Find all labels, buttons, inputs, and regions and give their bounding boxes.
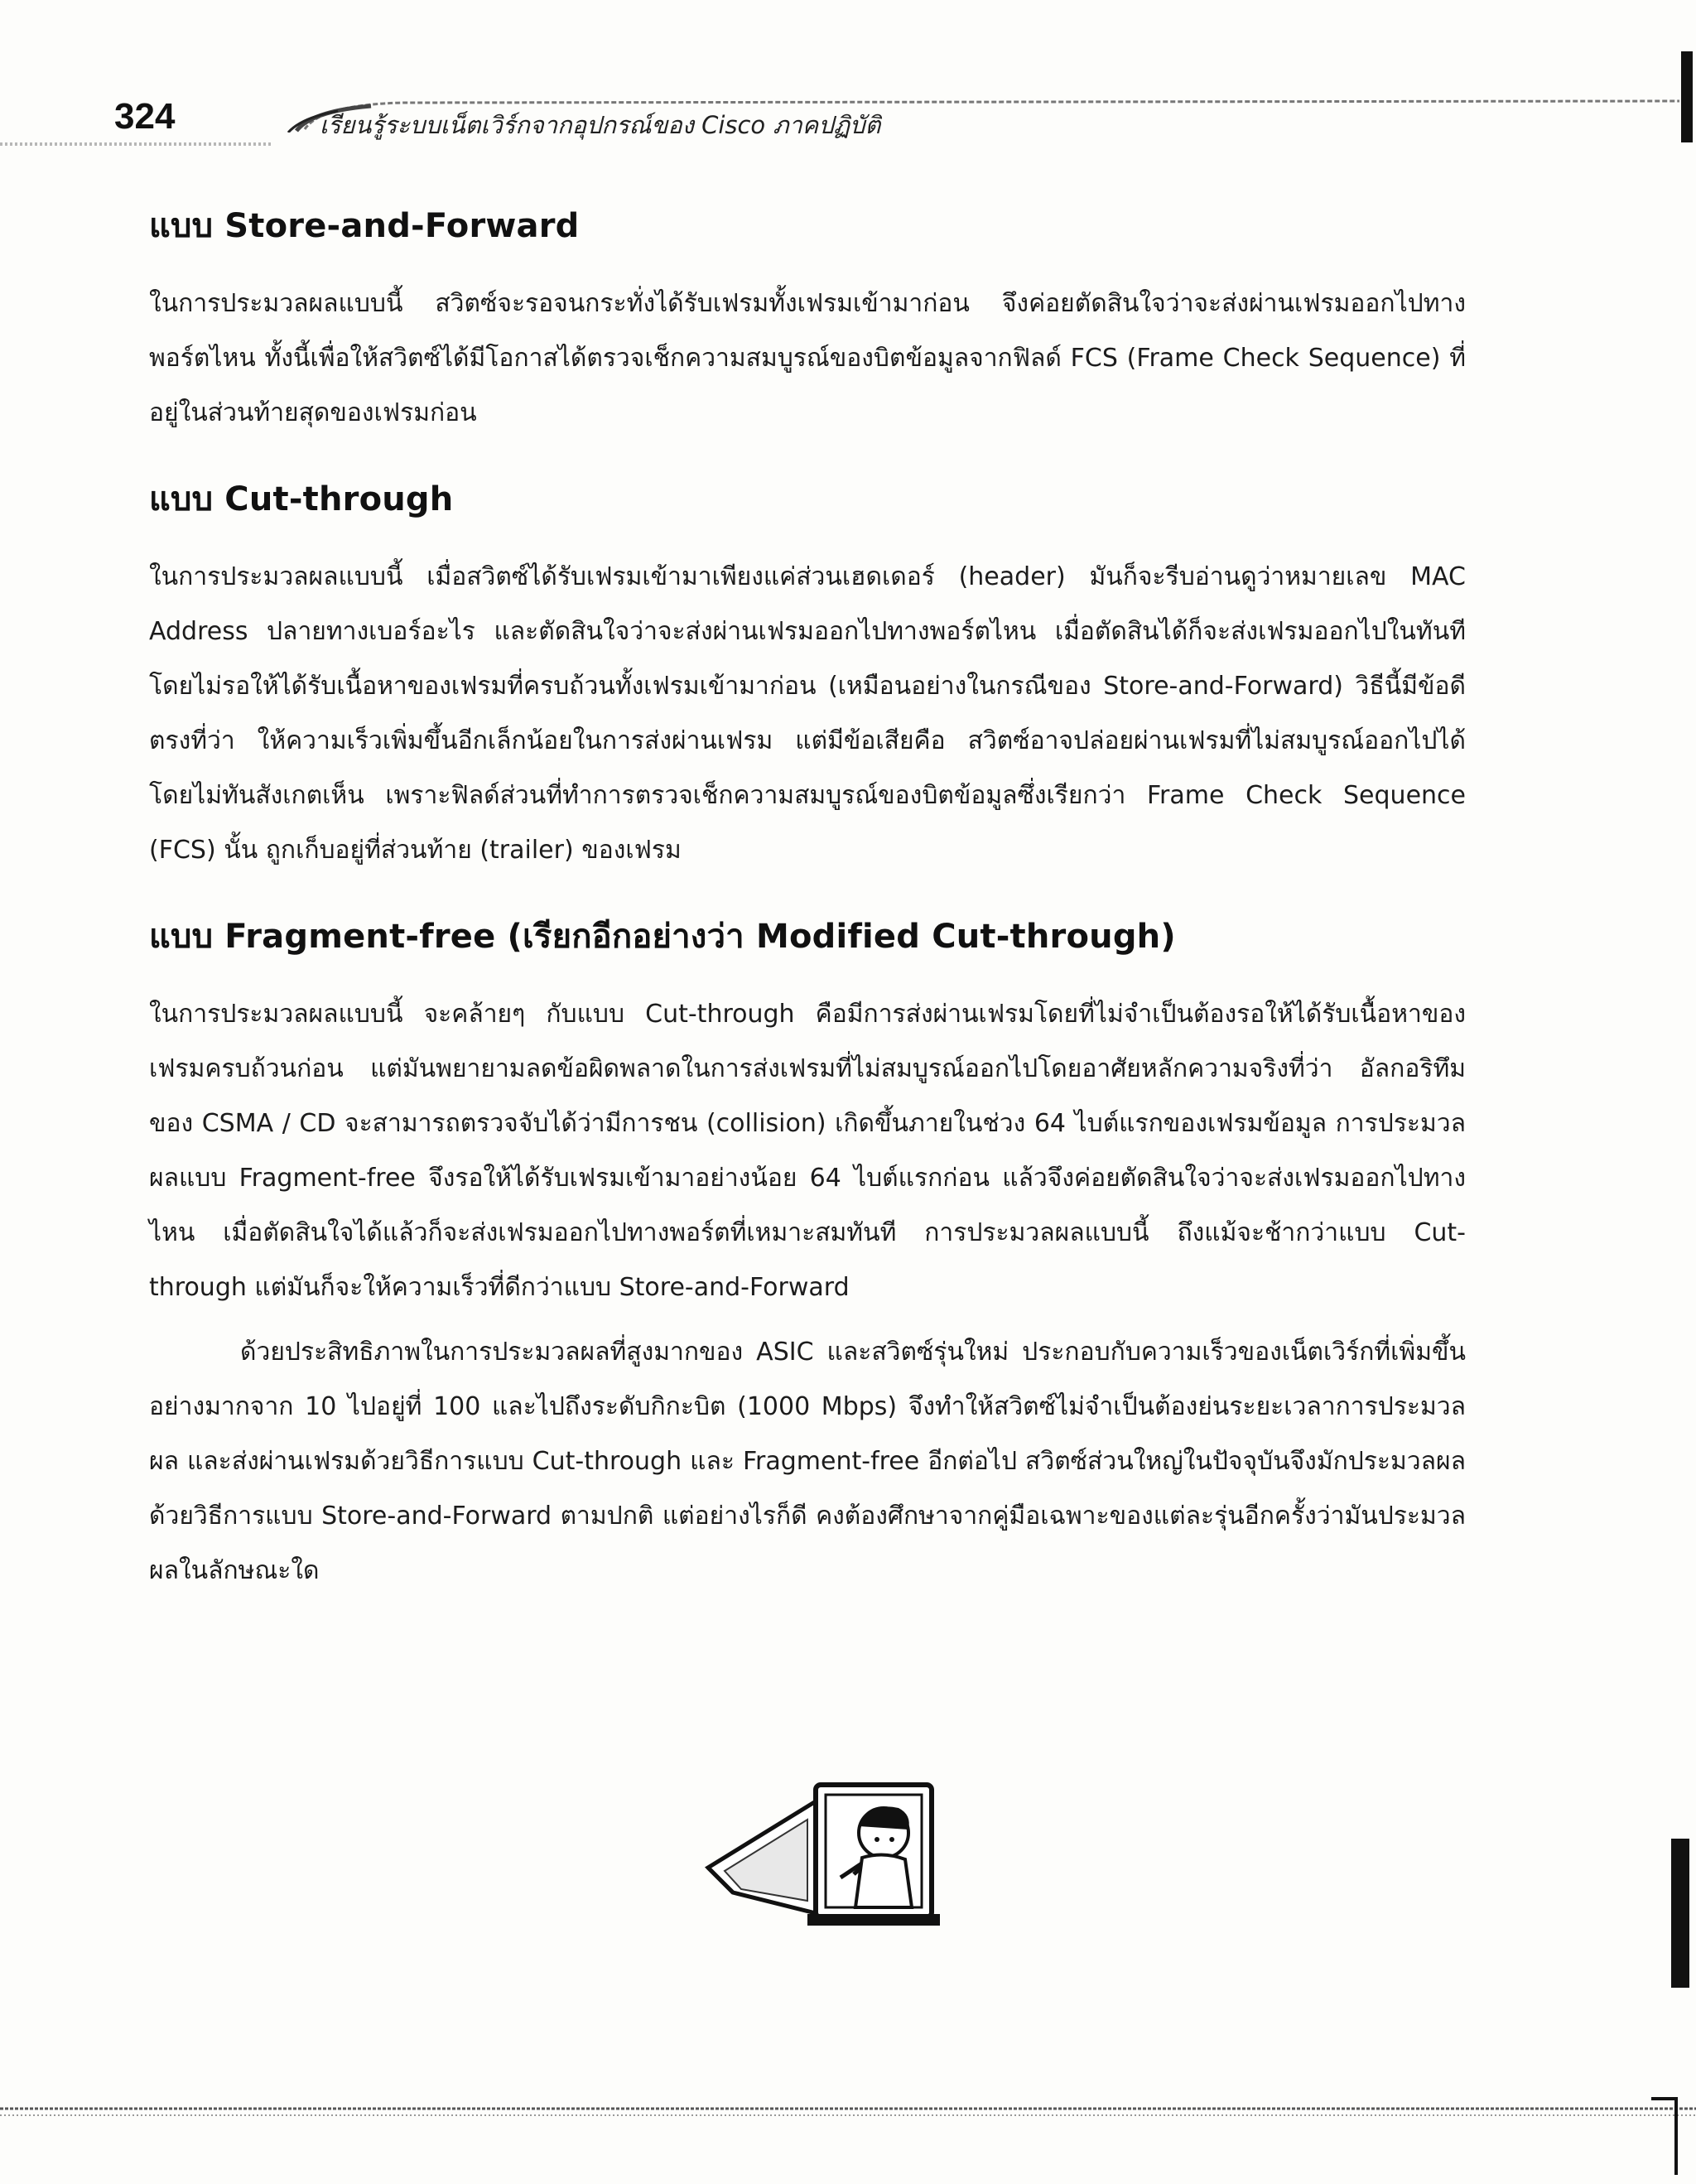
- paragraph: ในการประมวลผลแบบนี้ เมื่อสวิตซ์ได้รับเฟรมเข้ามาเพียงแค่ส่วนเฮดเดอร์ (header) มันก็จะรีบอ่านดูว่าหมายเลข MAC Address ปลายทางเบอร์อะไร และตัดสินใจว่าจะส่งผ่านเฟรมออกไปทางพอร์ตไหน เมื่อตัดสินได้ก็จะส่งเฟรมออกไปในทันที โดยไม่รอให้ได้รับเนื้อหาของเฟรมที่ครบถ้วนทั้งเฟรมเข้ามาก่อน (เหมือนอย่างในกรณีของ Store-and-Forward) วิธีนี้มีข้อดีตรงที่ว่า ให้ความเร็วเพิ่มขึ้นอีกเล็กน้อยในการส่งผ่านเฟรม แต่มีข้อเสียคือ สวิตซ์อาจปล่อยผ่านเฟรมที่ไม่สมบูรณ์ออกไปได้โดยไม่ทันสังเกตเห็น เพราะฟิลด์ส่วนที่ทำการตรวจเช็กความสมบูรณ์ของบิตข้อมูลซึ่งเรียกว่า Frame Check Sequence (FCS) นั้น ถูกเก็บอยู่ที่ส่วนท้าย (trailer) ของเฟรม: [149, 562, 1466, 865]
- running-title: เรียนรู้ระบบเน็ตเวิร์กจากอุปกรณ์ของ Cisco ภาคปฏิบัติ: [320, 111, 881, 139]
- paragraph: ในการประมวลผลแบบนี้ จะคล้ายๆ กับแบบ Cut-through คือมีการส่งผ่านเฟรมโดยที่ไม่จำเป็นต้องรอให้ได้รับเนื้อหาของเฟรมครบถ้วนก่อน แต่มันพยายามลดข้อผิดพลาดในการส่งเฟรมที่ไม่สมบูรณ์ออกไปโดยอาศัยหลักความจริงที่ว่า อัลกอริทึมของ CSMA / CD จะสามารถตรวจจับได้ว่ามีการชน (collision) เกิดขึ้นภายในช่วง 64 ไบต์แรกของเฟรมข้อมูล การประมวลผลแบบ Fragment-free จึงรอให้ได้รับเฟรมเข้ามาอย่างน้อย 64 ไบต์แรกก่อน แล้วจึงค่อยตัดสินใจว่าจะส่งเฟรมออกไปทางไหน เมื่อตัดสินใจได้แล้วก็จะส่งเฟรมออกไปทางพอร์ตที่เหมาะสมทันที การประมวลผลแบบนี้ ถึงแม้จะช้ากว่าแบบ Cut-through แต่มันก็จะให้ความเร็วที่ดีกว่าแบบ Store-and-Forward: [149, 1000, 1466, 1302]
- page-content: [149, 199, 1466, 1630]
- page-header: [114, 93, 1671, 151]
- scan-bottom-rule: [0, 2104, 1696, 2120]
- section-heading: แบบ Cut-through: [149, 480, 454, 518]
- section-store-and-forward: [149, 199, 1466, 441]
- scan-edge-mark: [1648, 2095, 1681, 2178]
- paragraph: ในการประมวลผลแบบนี้ สวิตซ์จะรอจนกระทั่งได้รับเฟรมทั้งเฟรมเข้ามาก่อน จึงค่อยตัดสินใจว่าจะส่งผ่านเฟรมออกไปทางพอร์ตไหน ทั้งนี้เพื่อให้สวิตซ์ได้มีโอกาสได้ตรวจเช็กความสมบูรณ์ของบิตข้อมูลจากฟิลด์ FCS (Frame Check Sequence) ที่อยู่ในส่วนท้ายสุดของเฟรมก่อน: [149, 289, 1466, 427]
- section-fragment-free: [149, 909, 1466, 1598]
- section-heading: แบบ Store-and-Forward: [149, 207, 580, 245]
- section-heading: แบบ Fragment-free (เรียกอีกอย่างว่า Modified Cut-through): [149, 918, 1176, 956]
- header-rule: [0, 142, 273, 146]
- scan-edge-mark: [1671, 1839, 1689, 1988]
- page-number: 324: [114, 96, 176, 137]
- person-at-computer-icon: [700, 1768, 948, 1942]
- paragraph: ด้วยประสิทธิภาพในการประมวลผลที่สูงมากของ ASIC และสวิตซ์รุ่นใหม่ ประกอบกับความเร็วของเน็ตเวิร์กที่เพิ่มขึ้นอย่างมากจาก 10 ไปอยู่ที่ 100 และไปถึงระดับกิกะบิต (1000 Mbps) จึงทำให้สวิตซ์ไม่จำเป็นต้องย่นระยะเวลาการประมวลผล และส่งผ่านเฟรมด้วยวิธีการแบบ Cut-through และ Fragment-free อีกต่อไป สวิตซ์ส่วนใหญ่ในปัจจุบันจึงมักประมวลผลด้วยวิธีการแบบ Store-and-Forward ตามปกติ แต่อย่างไรก็ดี คงต้องศึกษาจากคู่มือเฉพาะของแต่ละรุ่นอีกครั้งว่ามันประมวลผลในลักษณะใด: [149, 1338, 1466, 1585]
- section-cut-through: [149, 472, 1466, 878]
- scan-edge-mark: [1681, 51, 1693, 142]
